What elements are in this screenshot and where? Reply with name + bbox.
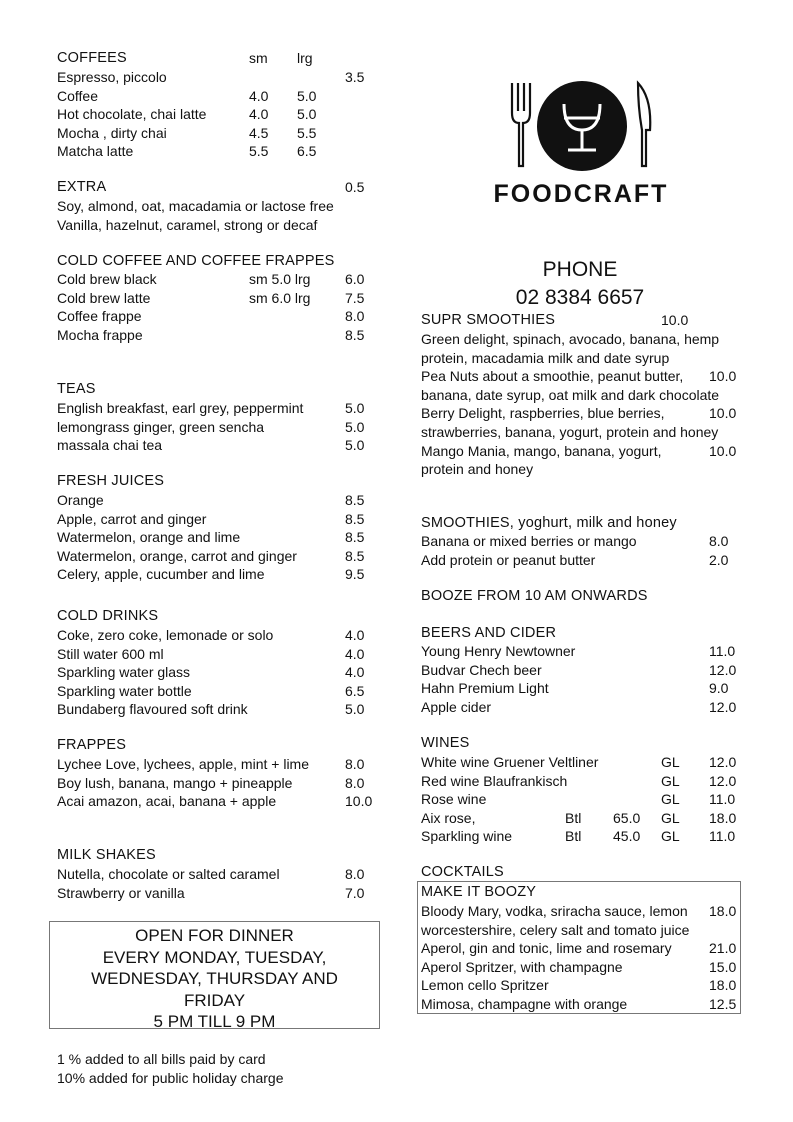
menu-item-name: Sparkling water bottle <box>57 682 192 699</box>
menu-item-price: 12.0 <box>709 698 737 715</box>
section-title-milkshakes: MILK SHAKES <box>57 847 156 863</box>
dinner-line: FRIDAY <box>183 990 246 1010</box>
menu-item-price: 8.0 <box>345 756 365 772</box>
wine-glass-label: GL <box>661 754 680 770</box>
menu-item-name: Coffee frappe <box>57 308 142 325</box>
menu-item-price: 8.0 <box>345 866 365 882</box>
holiday-surcharge-note: 10% added for public holiday charge <box>57 1070 284 1086</box>
menu-item-name: Hot chocolate, chai latte <box>57 106 207 123</box>
menu-item-name: Still water 600 ml <box>57 645 164 662</box>
menu-item-price: 11.0 <box>709 828 736 845</box>
menu-item-price: 10.0 <box>709 368 737 385</box>
extra-option-line: Soy, almond, oat, macadamia or lactose free <box>57 198 334 214</box>
menu-item-price: 8.0 <box>345 308 365 325</box>
menu-item-name: Bundaberg flavoured soft drink <box>57 701 248 718</box>
menu-item-price: 12.0 <box>709 754 737 770</box>
smoothie-description-line: banana, date syrup, oat milk and dark chocolate <box>421 386 720 403</box>
menu-item-price-lrg: 6.5 <box>297 143 317 160</box>
dinner-line: 5 PM TILL 9 PM <box>153 1012 276 1031</box>
menu-item-price: 6.5 <box>345 682 365 699</box>
menu-item-name: Celery, apple, cucumber and lime <box>57 566 265 583</box>
column-header-lrg: lrg <box>297 50 313 66</box>
menu-item-name: Matcha latte <box>57 143 134 160</box>
knife-icon <box>638 83 650 166</box>
menu-item-name: Orange <box>57 492 104 508</box>
menu-item-name: White wine Gruener Veltliner <box>421 754 599 770</box>
menu-item-name: Add protein or peanut butter <box>421 551 596 568</box>
dinner-hours-box <box>49 921 380 1029</box>
menu-item-price: 18.0 <box>709 903 737 919</box>
menu-item-name: Lychee Love, lychees, apple, mint + lime <box>57 756 310 772</box>
cocktail-description-line: Mimosa, champagne with orange <box>421 996 628 1012</box>
menu-item-price-sm: 4.0 <box>249 106 269 123</box>
menu-item-name: Hahn Premium Light <box>421 680 549 697</box>
menu-item-name: Watermelon, orange and lime <box>57 529 241 546</box>
menu-item-price: 8.5 <box>345 510 365 527</box>
section-title-cold-coffee: COLD COFFEE AND COFFEE FRAPPES <box>57 253 335 269</box>
wine-bottle-price: 65.0 <box>613 809 641 826</box>
smoothie-description-line: Berry Delight, raspberries, blue berries, <box>421 405 665 422</box>
smoothie-description-line: protein and honey <box>421 461 534 478</box>
menu-item-price: 18.0 <box>709 977 737 994</box>
menu-item-price: 2.0 <box>709 551 729 568</box>
menu-item-name: English breakfast, earl grey, peppermint <box>57 400 304 416</box>
menu-item-price: 5.0 <box>345 701 365 718</box>
menu-item-name: Mocha , dirty chai <box>57 124 167 141</box>
wine-glass-label: GL <box>661 809 680 826</box>
menu-item-price-lrg: 5.0 <box>297 106 317 123</box>
dinner-line: WEDNESDAY, THURSDAY AND <box>91 969 338 988</box>
menu-item-price: 6.0 <box>345 271 365 287</box>
menu-item-price-sm: 5.5 <box>249 143 269 160</box>
supr-smoothies-price: 10.0 <box>661 312 689 328</box>
dinner-line: OPEN FOR DINNER <box>135 926 294 945</box>
wine-glass-label: GL <box>661 772 680 789</box>
menu-item-price: 8.5 <box>345 492 365 508</box>
menu-item-price: 11.0 <box>709 643 736 659</box>
cocktails-box <box>417 881 741 1014</box>
menu-item-name: Watermelon, orange, carrot and ginger <box>57 547 297 564</box>
menu-item-price: 15.0 <box>709 958 737 975</box>
menu-item-name: Banana or mixed berries or mango <box>421 533 637 549</box>
cocktail-description-line: Aperol Spritzer, with champagne <box>421 958 623 975</box>
section-title-smoothies: SMOOTHIES, yoghurt, milk and honey <box>421 515 677 531</box>
menu-item-price: 8.5 <box>345 326 365 343</box>
wine-glass-label: GL <box>661 828 680 845</box>
section-title-supr-smoothies: SUPR SMOOTHIES <box>421 312 556 328</box>
menu-item-name: Cold brew black <box>57 271 157 287</box>
extra-price: 0.5 <box>345 179 365 195</box>
cocktails-subtitle: MAKE IT BOOZY <box>421 884 537 900</box>
cocktail-description-line: Bloody Mary, vodka, sriracha sauce, lemon <box>421 903 688 919</box>
dinner-line: EVERY MONDAY, TUESDAY, <box>102 947 327 967</box>
menu-item-price: 10.0 <box>709 442 737 459</box>
menu-item-name: Mocha frappe <box>57 326 143 343</box>
cocktail-description-line: worcestershire, celery salt and tomato juice <box>421 921 690 938</box>
section-title-beers: BEERS AND CIDER <box>421 625 557 641</box>
menu-item-name: Apple cider <box>421 698 492 715</box>
wine-bottle-label: Btl <box>565 809 582 826</box>
menu-item-price: 21.0 <box>709 940 737 957</box>
menu-item-price: 5.0 <box>345 418 365 435</box>
fork-icon <box>512 83 530 166</box>
menu-item-price: 10.0 <box>709 405 737 422</box>
menu-item-name: Nutella, chocolate or salted caramel <box>57 866 280 882</box>
smoothie-description-line: Mango Mania, mango, banana, yogurt, <box>421 442 662 459</box>
section-title-teas: TEAS <box>57 381 96 397</box>
wine-bottle-label: Btl <box>565 828 582 845</box>
menu-item-price-lrg: 5.5 <box>297 124 317 141</box>
column-header-sm: sm <box>249 50 268 66</box>
menu-item-price: 5.0 <box>345 400 365 416</box>
smoothie-description-line: Green delight, spinach, avocado, banana, hemp <box>421 331 720 347</box>
menu-item-name: Cold brew latte <box>57 289 151 306</box>
menu-item-name: Young Henry Newtowner <box>421 643 576 659</box>
menu-item-price: 10.0 <box>345 793 373 810</box>
brand-name: FOODCRAFT <box>493 180 669 208</box>
menu-item-price: 12.0 <box>709 772 737 789</box>
menu-item-price: 5.0 <box>345 437 365 454</box>
menu-item-price: 4.0 <box>345 627 365 643</box>
menu-item-name: Aix rose, <box>421 809 476 826</box>
menu-item-price: 3.5 <box>345 69 365 85</box>
section-title-coffees: COFFEES <box>57 50 127 66</box>
menu-item-price: 12.0 <box>709 661 737 678</box>
menu-item-price: 11.0 <box>709 791 736 808</box>
section-title-extra: EXTRA <box>57 179 107 195</box>
cocktail-description-line: Aperol, gin and tonic, lime and rosemary <box>421 940 672 957</box>
menu-item-price-sm: 4.5 <box>249 124 269 141</box>
menu-item-price: 4.0 <box>345 645 365 662</box>
smoothie-description-line: Pea Nuts about a smoothie, peanut butter, <box>421 368 684 385</box>
menu-item-name: Red wine Blaufrankisch <box>421 772 568 789</box>
smoothie-description-line: strawberries, banana, yogurt, protein and honey <box>421 424 719 440</box>
menu-item-price: 9.0 <box>709 680 729 697</box>
smoothie-description-line: protein, macadamia milk and date syrup <box>421 349 670 366</box>
menu-item-price: 8.5 <box>345 529 365 546</box>
menu-item-name: Coke, zero coke, lemonade or solo <box>57 627 274 643</box>
menu-item-price: 18.0 <box>709 809 737 826</box>
menu-item-price: 8.5 <box>345 547 365 564</box>
menu-item-size: sm 6.0 lrg <box>249 289 311 306</box>
menu-item-price-lrg: 5.0 <box>297 87 317 104</box>
section-title-wines: WINES <box>421 735 470 751</box>
menu-item-name: Apple, carrot and ginger <box>57 510 207 527</box>
phone-label: PHONE <box>542 258 618 281</box>
menu-item-price: 12.5 <box>709 996 737 1012</box>
card-surcharge-note: 1 % added to all bills paid by card <box>57 1051 266 1067</box>
menu-item-price: 9.5 <box>345 566 365 583</box>
menu-item-name: Budvar Chech beer <box>421 661 542 678</box>
cocktail-description-line: Lemon cello Spritzer <box>421 977 549 994</box>
glass-emblem-icon <box>537 81 627 171</box>
booze-hours-note: BOOZE FROM 10 AM ONWARDS <box>421 588 648 604</box>
menu-item-name: lemongrass ginger, green sencha <box>57 418 265 435</box>
menu-item-price: 8.0 <box>709 533 729 549</box>
section-title-frappes: FRAPPES <box>57 737 127 753</box>
menu-item-price: 7.5 <box>345 289 365 306</box>
menu-item-name: Acai amazon, acai, banana + apple <box>57 793 277 810</box>
menu-item-name: Espresso, piccolo <box>57 69 167 85</box>
extra-option-line: Vanilla, hazelnut, caramel, strong or decaf <box>57 216 318 233</box>
wine-glass-label: GL <box>661 791 680 808</box>
wine-bottle-price: 45.0 <box>613 828 641 845</box>
menu-item-price: 8.0 <box>345 774 365 791</box>
menu-item-name: Rose wine <box>421 791 487 808</box>
section-title-cocktails: COCKTAILS <box>421 864 504 880</box>
menu-item-name: Sparkling water glass <box>57 664 191 681</box>
phone-number: 02 8384 6657 <box>515 286 645 309</box>
section-title-juices: FRESH JUICES <box>57 473 165 489</box>
menu-item-size: sm 5.0 lrg <box>249 271 311 287</box>
menu-item-name: Strawberry or vanilla <box>57 884 185 901</box>
section-title-cold-drinks: COLD DRINKS <box>57 608 159 624</box>
menu-item-price: 7.0 <box>345 884 365 901</box>
menu-item-price-sm: 4.0 <box>249 87 269 104</box>
menu-item-name: Sparkling wine <box>421 828 513 845</box>
menu-item-name: Boy lush, banana, mango + pineapple <box>57 774 293 791</box>
menu-item-name: massala chai tea <box>57 437 163 454</box>
menu-item-name: Coffee <box>57 87 98 104</box>
menu-item-price: 4.0 <box>345 664 365 681</box>
